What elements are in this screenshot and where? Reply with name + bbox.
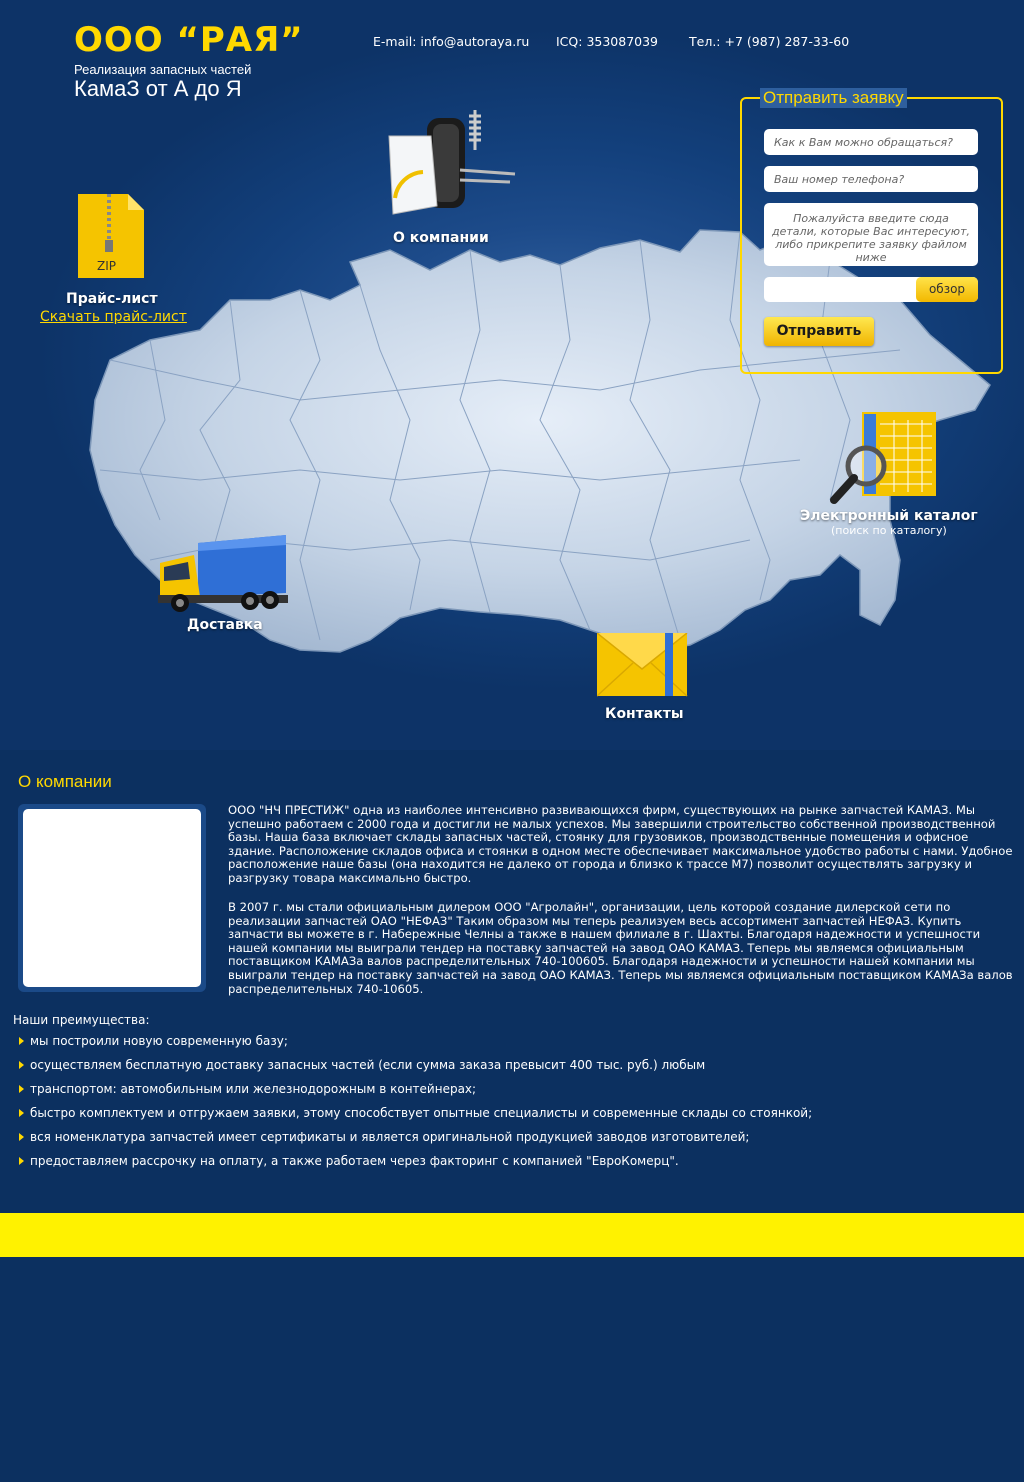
footer-yellow-band <box>0 1213 1024 1257</box>
about-company-icon[interactable] <box>385 110 520 218</box>
contacts-envelope-icon[interactable] <box>597 633 689 698</box>
advantages-heading: Наши преимущества: <box>13 1013 150 1027</box>
contact-phone: Тел.: +7 (987) 287-33-60 <box>689 34 850 49</box>
list-item: осуществляем бесплатную доставку запасных частей (если сумма заказа превысит 400 тыс. руб.) любым <box>18 1058 812 1082</box>
company-photo-frame <box>18 804 206 992</box>
submit-button[interactable]: Отправить <box>764 317 874 346</box>
contact-email[interactable]: E-mail: info@autoraya.ru <box>373 34 530 49</box>
delivery-truck-icon[interactable] <box>158 535 290 613</box>
about-paragraph-1: ООО "НЧ ПРЕСТИЖ" одна из наиболее интенсивно развивающихся фирм, существующих на рынке запчастей КАМАЗ. Мы успешно работаем с 2000 года и достигли не малых успехов. Мы завершили строительство собственной производственной базы. Наша база включает склады запасных частей, стоянку для грузовиков, производственные помещения и офисное здание. Расположение складов офиса и стоянки в одном месте обеспечивает максимальное удобство работы с нами. Удобное расположение наше базы (она находится не далеко от города и близко к трассе М7) позволит осуществлять загрузку и разгрузку товара максимально быстро. <box>228 803 1013 885</box>
contacts-label[interactable]: Контакты <box>605 706 684 722</box>
catalog-label[interactable]: Электронный каталог <box>800 508 978 524</box>
logo-subtitle: Реализация запасных частей <box>74 62 252 77</box>
request-form-title: Отправить заявку <box>760 88 907 108</box>
footer-area <box>0 1257 1024 1482</box>
list-item: мы построили новую современную базу; <box>18 1034 812 1058</box>
about-paragraph-2: В 2007 г. мы стали официальным дилером ООО "Агролайн", организации, цель которой создание дилерской сети по реализации запчастей ОАО "НЕФАЗ" Таким образом мы теперь реализуем весь ассортимент запчастей НЕФАЗ. Купить запчасти вы можете в г. Набережные Челны а также в нашем филиале в г. Шахты. Благодаря надежности и успешности нашей компании мы выиграли тендер на поставку запчастей на завод ОАО КАМАЗ. Теперь мы являемся официальным поставщиком КАМАЗа валов распределительных 740-100605. Благодаря надежности и успешности нашей компании мы выиграли тендер на поставку запчастей на завод ОАО КАМАЗ. Теперь мы являемся официальным поставщиком КАМАЗа валов распределительных 740-10605. <box>228 900 1013 996</box>
download-price-link[interactable]: Скачать прайс-лист <box>40 309 187 325</box>
about-heading: О компании <box>18 772 112 791</box>
contact-icq: ICQ: 353087039 <box>556 34 659 49</box>
zip-label: ZIP <box>97 259 116 273</box>
catalog-magnifier-icon[interactable] <box>830 412 938 504</box>
list-item: предоставляем рассрочку на оплату, а также работаем через факторинг с компанией "ЕвроКомерц". <box>18 1154 812 1178</box>
browse-button[interactable]: обзор <box>916 277 978 302</box>
logo-title[interactable]: ООО “РАЯ” <box>74 20 304 60</box>
advantages-list <box>18 1034 812 1178</box>
name-input[interactable] <box>764 129 978 155</box>
list-item: транспортом: автомобильным или железнодорожным в контейнерах; <box>18 1082 812 1106</box>
delivery-label[interactable]: Доставка <box>187 617 263 633</box>
list-item: быстро комплектуем и отгружаем заявки, этому способствует опытные специалисты и современные склады со стоянкой; <box>18 1106 812 1130</box>
details-textarea[interactable] <box>764 203 978 266</box>
company-photo <box>23 809 201 987</box>
list-item: вся номенклатура запчастей имеет сертификаты и является оригинальной продукцией заводов изготовителей; <box>18 1130 812 1154</box>
price-list-label: Прайс-лист <box>66 291 158 307</box>
about-company-label[interactable]: О компании <box>393 230 489 246</box>
catalog-sublabel: (поиск по каталогу) <box>831 524 947 537</box>
phone-input[interactable] <box>764 166 978 192</box>
logo-tagline: КамаЗ от А до Я <box>74 76 242 101</box>
